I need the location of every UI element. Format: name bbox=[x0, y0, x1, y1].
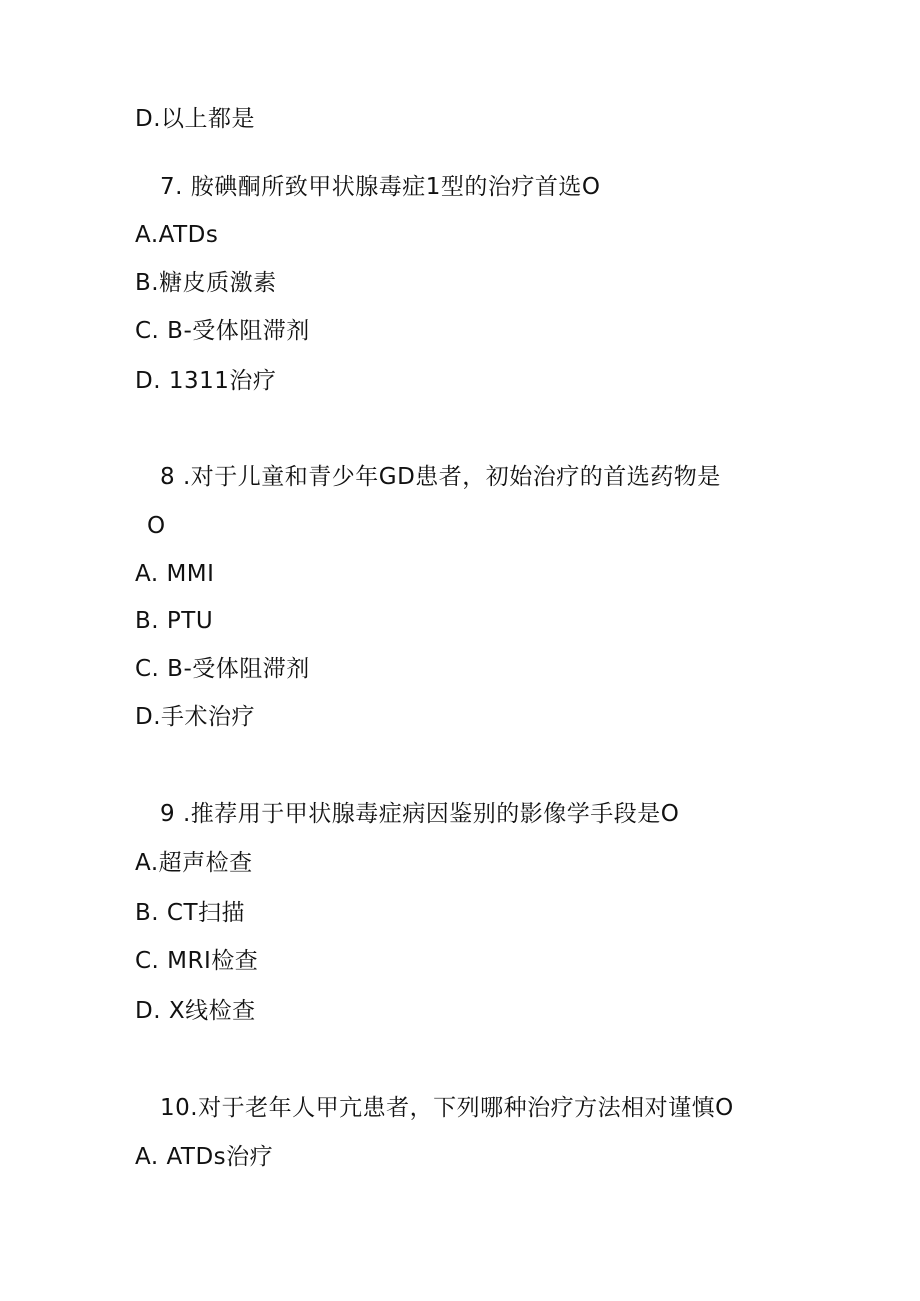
q7-question: 7. 胺碘酮所致甲状腺毒症1型的治疗首选O bbox=[160, 174, 601, 200]
q7-option-b: B.糖皮质激素 bbox=[135, 270, 277, 296]
q7-option-c: C. B-受体阻滞剂 bbox=[135, 318, 310, 344]
q9-option-c: C. MRI检查 bbox=[135, 948, 259, 974]
q9-question: 9 .推荐用于甲状腺毒症病因鉴别的影像学手段是O bbox=[160, 801, 680, 827]
q8-question-line1: 8 .对于儿童和青少年GD患者，初始治疗的首选药物是 bbox=[160, 464, 721, 490]
q10-option-a: A. ATDs治疗 bbox=[135, 1144, 274, 1170]
q8-option-c: C. B-受体阻滞剂 bbox=[135, 656, 310, 682]
q9-option-a: A.超声检查 bbox=[135, 850, 253, 876]
q7-option-d: D. 1311治疗 bbox=[135, 368, 277, 394]
q8-option-b: B. PTU bbox=[135, 608, 214, 634]
q9-option-d: D. X线检查 bbox=[135, 998, 256, 1024]
q8-option-a: A. MMI bbox=[135, 561, 215, 587]
q6-option-d: D.以上都是 bbox=[135, 106, 256, 132]
q10-question: 10.对于老年人甲亢患者，下列哪种治疗方法相对谨慎O bbox=[160, 1095, 734, 1121]
q9-option-b: B. CT扫描 bbox=[135, 900, 246, 926]
q8-question-line2: O bbox=[147, 513, 166, 539]
q8-option-d: D.手术治疗 bbox=[135, 704, 256, 730]
q7-option-a: A.ATDs bbox=[135, 222, 219, 248]
